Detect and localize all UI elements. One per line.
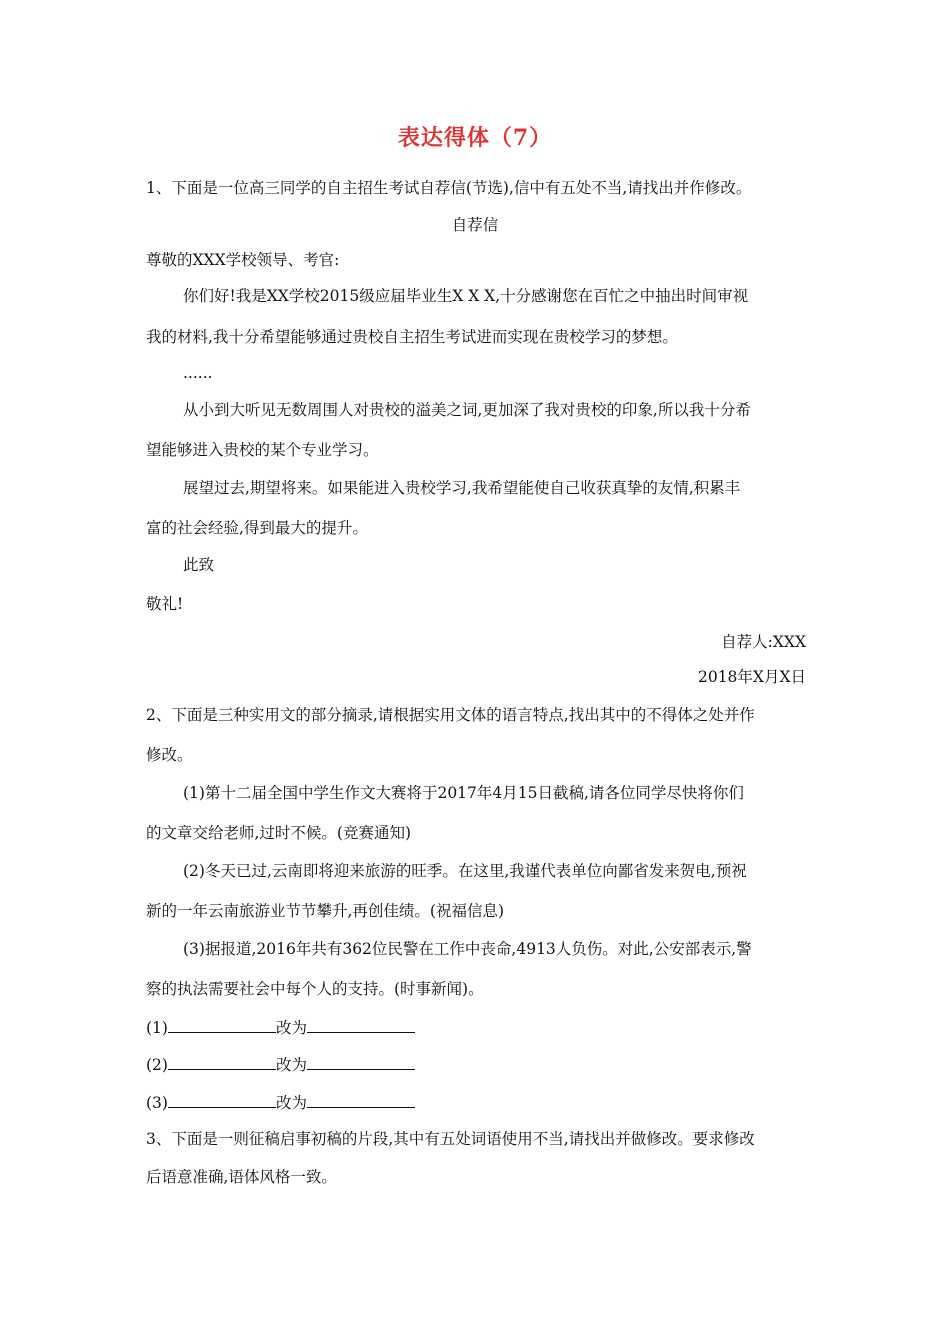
answer-separator: 改为 <box>275 1019 307 1037</box>
letter-date: 2018年X月X日 <box>697 668 806 686</box>
q2-item-2-line-1: (2)冬天已过,云南即将迎来旅游的旺季。在这里,我谨代表单位向鄙省发来贺电,预祝 <box>183 862 747 880</box>
page-title: 表达得体（7） <box>397 125 553 151</box>
answer-number: (3) <box>146 1094 168 1112</box>
q2-prompt-line-1: 2、下面是三种实用文的部分摘录,请根据实用文体的语言特点,找出其中的不得体之处并作 <box>146 706 755 724</box>
letter-paragraph-2-line-1: 从小到大听见无数周围人对贵校的溢美之词,更加深了我对贵校的印象,所以我十分希 <box>183 401 751 419</box>
letter-ellipsis: ...... <box>183 364 213 382</box>
letter-paragraph-1-line-2: 我的材料,我十分希望能够通过贵校自主招生考试进而实现在贵校学习的梦想。 <box>146 328 678 346</box>
letter-title: 自荐信 <box>451 216 499 234</box>
answer-line-2 <box>0 1054 950 1075</box>
letter-paragraph-3-line-1: 展望过去,期望将来。如果能进入贵校学习,我希望能使自己收获真挚的友情,积累丰 <box>183 479 741 497</box>
letter-paragraph-1-line-1: 你们好!我是XX学校2015级应届毕业生X X X,十分感谢您在百忙之中抽出时间审视 <box>183 287 749 305</box>
answer-line-3 <box>0 1092 950 1113</box>
answer-blank-revised[interactable] <box>307 1017 415 1033</box>
letter-paragraph-3-line-2: 富的社会经验,得到最大的提升。 <box>146 519 368 537</box>
letter-paragraph-2-line-2: 望能够进入贵校的某个专业学习。 <box>146 441 379 459</box>
q2-item-1-line-1: (1)第十二届全国中学生作文大赛将于2017年4月15日截稿,请各位同学尽快将你们 <box>183 784 744 802</box>
answer-line-1 <box>0 1017 950 1038</box>
q2-item-3-line-2: 察的执法需要社会中每个人的支持。(时事新闻)。 <box>146 980 484 998</box>
letter-closing-2: 敬礼! <box>146 595 184 613</box>
answer-separator: 改为 <box>275 1094 307 1112</box>
answer-number: (2) <box>146 1056 168 1074</box>
q2-item-1-line-2: 的文章交给老师,过时不候。(竞赛通知) <box>146 824 412 842</box>
answer-blank-original[interactable] <box>168 1054 276 1070</box>
answer-blank-original[interactable] <box>168 1092 276 1108</box>
letter-closing-1: 此致 <box>183 556 215 574</box>
answer-blank-original[interactable] <box>168 1017 276 1033</box>
answer-separator: 改为 <box>275 1056 307 1074</box>
q2-item-2-line-2: 新的一年云南旅游业节节攀升,再创佳绩。(祝福信息) <box>146 902 505 920</box>
answer-blank-revised[interactable] <box>307 1054 415 1070</box>
q2-prompt-line-2: 修改。 <box>146 746 193 764</box>
q1-prompt: 1、下面是一位高三同学的自主招生考试自荐信(节选),信中有五处不当,请找出并作修改。 <box>146 179 752 197</box>
answer-number: (1) <box>146 1019 168 1037</box>
q3-prompt-line-2: 后语意准确,语体风格一致。 <box>146 1168 337 1186</box>
letter-signer: 自荐人:XXX <box>721 633 806 651</box>
letter-salutation: 尊敬的XXX学校领导、考官: <box>146 251 340 269</box>
q2-item-3-line-1: (3)据报道,2016年共有362位民警在工作中丧命,4913人负伤。对此,公安部表示,警 <box>183 940 752 958</box>
answer-blank-revised[interactable] <box>307 1092 415 1108</box>
q3-prompt-line-1: 3、下面是一则征稿启事初稿的片段,其中有五处词语使用不当,请找出并做修改。要求修改 <box>146 1130 755 1148</box>
